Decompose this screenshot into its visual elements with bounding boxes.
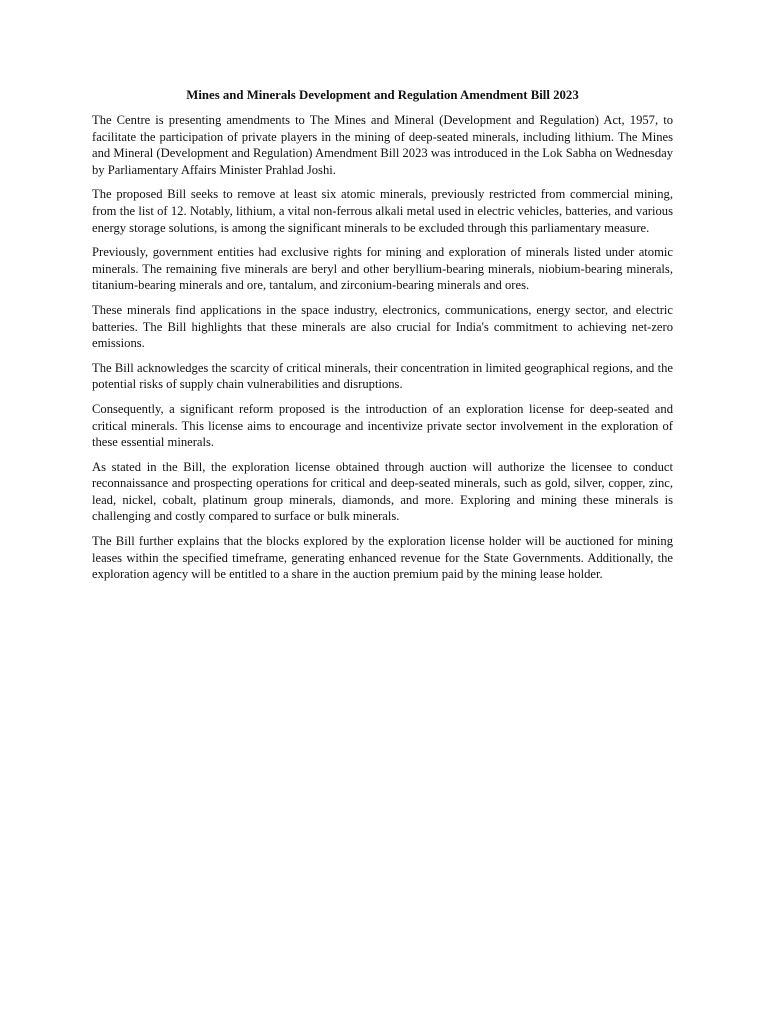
paragraph-4: These minerals find applications in the space industry, electronics, communications, energy sector, and electric batteries. The Bill highlights that these minerals are also crucial for India's commitment to achieving net-zero emissions. bbox=[92, 302, 673, 351]
paragraph-6: Consequently, a significant reform proposed is the introduction of an exploration license for deep-seated and critical minerals. This license aims to encourage and incentivize private sector involvement in the exploration of these essential minerals. bbox=[92, 401, 673, 450]
paragraph-5: The Bill acknowledges the scarcity of critical minerals, their concentration in limited geographical regions, and the potential risks of supply chain vulnerabilities and disruptions. bbox=[92, 360, 673, 392]
paragraph-1: The Centre is presenting amendments to The Mines and Mineral (Development and Regulation) Act, 1957, to facilitate the participation of private players in the mining of deep-seated minerals, including lithium. The Mines and Mineral (Development and Regulation) Amendment Bill 2023 was introduced in the Lok Sabha on Wednesday by Parliamentary Affairs Minister Prahlad Joshi. bbox=[92, 113, 673, 177]
document-page bbox=[92, 86, 673, 591]
paragraph-3: Previously, government entities had exclusive rights for mining and exploration of minerals listed under atomic minerals. The remaining five minerals are beryl and other beryllium-bearing minerals, niobium-bearing minerals, titanium-bearing minerals and ore, tantalum, and zirconium-bearing minerals and ores. bbox=[92, 245, 673, 293]
paragraph-8: The Bill further explains that the blocks explored by the exploration license holder will be auctioned for mining leases within the specified timeframe, generating enhanced revenue for the State Governments. Additionally, the exploration agency will be entitled to a share in the auction premium paid by the mining lease holder. bbox=[92, 534, 673, 582]
document-title: Mines and Minerals Development and Regulation Amendment Bill 2023 bbox=[186, 88, 579, 102]
paragraph-2: The proposed Bill seeks to remove at least six atomic minerals, previously restricted from commercial mining, from the list of 12. Notably, lithium, a vital non-ferrous alkali metal used in electric vehicles, batteries, and various energy storage solutions, is among the significant minerals to be excluded through this parliamentary measure. bbox=[92, 187, 673, 235]
paragraph-7: As stated in the Bill, the exploration license obtained through auction will authorize the licensee to conduct reconnaissance and prospecting operations for critical and deep-seated minerals, such as gold, silver, copper, zinc, lead, nickel, cobalt, platinum group minerals, diamonds, and more. Exploring and mining these minerals is challenging and costly compared to surface or bulk minerals. bbox=[92, 459, 673, 524]
